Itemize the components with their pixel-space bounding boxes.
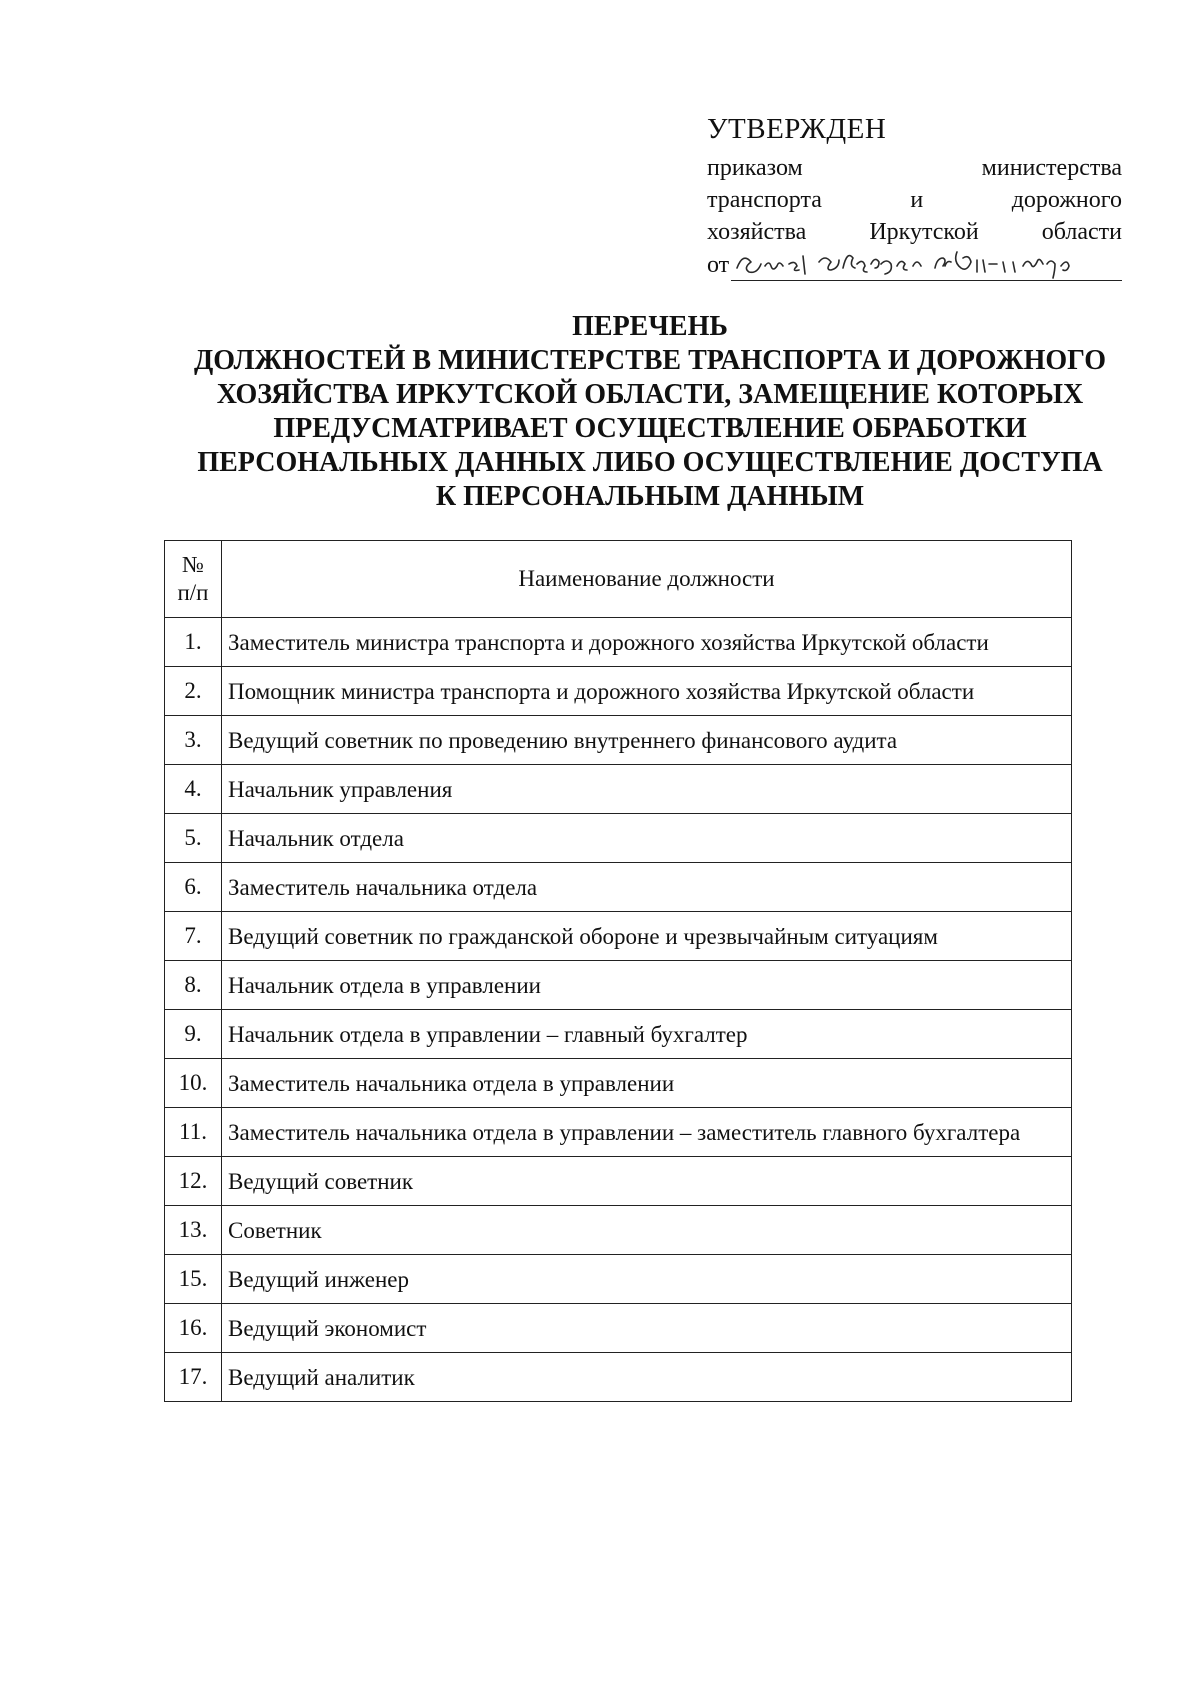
table-row <box>165 765 1072 814</box>
row-position-name: Заместитель министра транспорта и дорожного хозяйства Иркутской области <box>222 618 1072 667</box>
title-line-3: ХОЗЯЙСТВА ИРКУТСКОЙ ОБЛАСТИ, ЗАМЕЩЕНИЕ КОТОРЫХ <box>216 379 1084 410</box>
approval-from-prefix: от <box>707 252 730 278</box>
approval-line-1: приказом министерства <box>707 155 1122 181</box>
title-line-2: ДОЛЖНОСТЕЙ В МИНИСТЕРСТВЕ ТРАНСПОРТА И ДОРОЖНОГО <box>193 345 1107 376</box>
row-position-name: Начальник отдела в управлении – главный бухгалтер <box>222 1010 1072 1059</box>
row-number: 17. <box>165 1353 222 1402</box>
row-number: 2. <box>165 667 222 716</box>
table-row <box>165 814 1072 863</box>
row-number: 5. <box>165 814 222 863</box>
row-number: 11. <box>165 1108 222 1157</box>
row-position-name: Ведущий советник <box>222 1157 1072 1206</box>
header-number <box>165 541 222 618</box>
title-line-5: ПЕРСОНАЛЬНЫХ ДАННЫХ ЛИБО ОСУЩЕСТВЛЕНИЕ ДОСТУПА <box>197 447 1103 478</box>
row-number: 16. <box>165 1304 222 1353</box>
document-title <box>160 310 1140 514</box>
row-position-name: Ведущий инженер <box>222 1255 1072 1304</box>
row-number: 3. <box>165 716 222 765</box>
title-line-4: ПРЕДУСМАТРИВАЕТ ОСУЩЕСТВЛЕНИЕ ОБРАБОТКИ <box>273 413 1027 444</box>
row-position-name: Начальник отдела в управлении <box>222 961 1072 1010</box>
table-row <box>165 1059 1072 1108</box>
row-position-name: Ведущий советник по гражданской обороне и чрезвычайным ситуациям <box>222 912 1072 961</box>
table-row <box>165 618 1072 667</box>
table-row <box>165 1206 1072 1255</box>
approval-line-2: транспорта и дорожного <box>707 187 1122 213</box>
row-position-name: Заместитель начальника отдела <box>222 863 1072 912</box>
row-position-name: Ведущий советник по проведению внутреннего финансового аудита <box>222 716 1072 765</box>
row-position-name: Ведущий аналитик <box>222 1353 1072 1402</box>
table-row <box>165 1157 1072 1206</box>
approval-block <box>707 112 1122 281</box>
row-number: 4. <box>165 765 222 814</box>
table-row <box>165 1108 1072 1157</box>
table-row <box>165 1304 1072 1353</box>
row-position-name: Начальник отдела <box>222 814 1072 863</box>
row-number: 8. <box>165 961 222 1010</box>
header-number-abbr: п/п <box>177 580 209 605</box>
row-number: 15. <box>165 1255 222 1304</box>
table-row <box>165 1010 1072 1059</box>
row-number: 6. <box>165 863 222 912</box>
row-position-name: Заместитель начальника отдела в управлении – заместитель главного бухгалтера <box>222 1108 1072 1157</box>
row-position-name: Ведущий экономист <box>222 1304 1072 1353</box>
table-body <box>165 618 1072 1402</box>
row-number: 1. <box>165 618 222 667</box>
row-number: 13. <box>165 1206 222 1255</box>
row-position-name: Начальник управления <box>222 765 1072 814</box>
handwriting-scribble <box>731 242 1111 282</box>
row-number: 12. <box>165 1157 222 1206</box>
header-position-name: Наименование должности <box>222 541 1072 618</box>
row-number: 7. <box>165 912 222 961</box>
row-position-name: Помощник министра транспорта и дорожного хозяйства Иркутской области <box>222 667 1072 716</box>
approval-date-line <box>707 248 1122 281</box>
row-position-name: Заместитель начальника отдела в управлении <box>222 1059 1072 1108</box>
table-row <box>165 863 1072 912</box>
row-number: 10. <box>165 1059 222 1108</box>
table-row <box>165 1255 1072 1304</box>
table-row <box>165 961 1072 1010</box>
table-row <box>165 912 1072 961</box>
header-number-sign: № <box>182 552 204 577</box>
handwritten-order-number <box>731 248 1122 281</box>
approval-stamp: УТВЕРЖДЕН <box>707 113 887 145</box>
table-row <box>165 716 1072 765</box>
title-line-1: ПЕРЕЧЕНЬ <box>572 311 728 342</box>
table-row <box>165 667 1072 716</box>
row-number: 9. <box>165 1010 222 1059</box>
row-position-name: Советник <box>222 1206 1072 1255</box>
table-row <box>165 1353 1072 1402</box>
positions-table <box>164 540 1072 1402</box>
approval-line-3: хозяйства Иркутской области <box>707 219 1122 245</box>
table-header-row <box>165 541 1072 618</box>
title-line-6: К ПЕРСОНАЛЬНЫМ ДАННЫМ <box>435 481 865 512</box>
